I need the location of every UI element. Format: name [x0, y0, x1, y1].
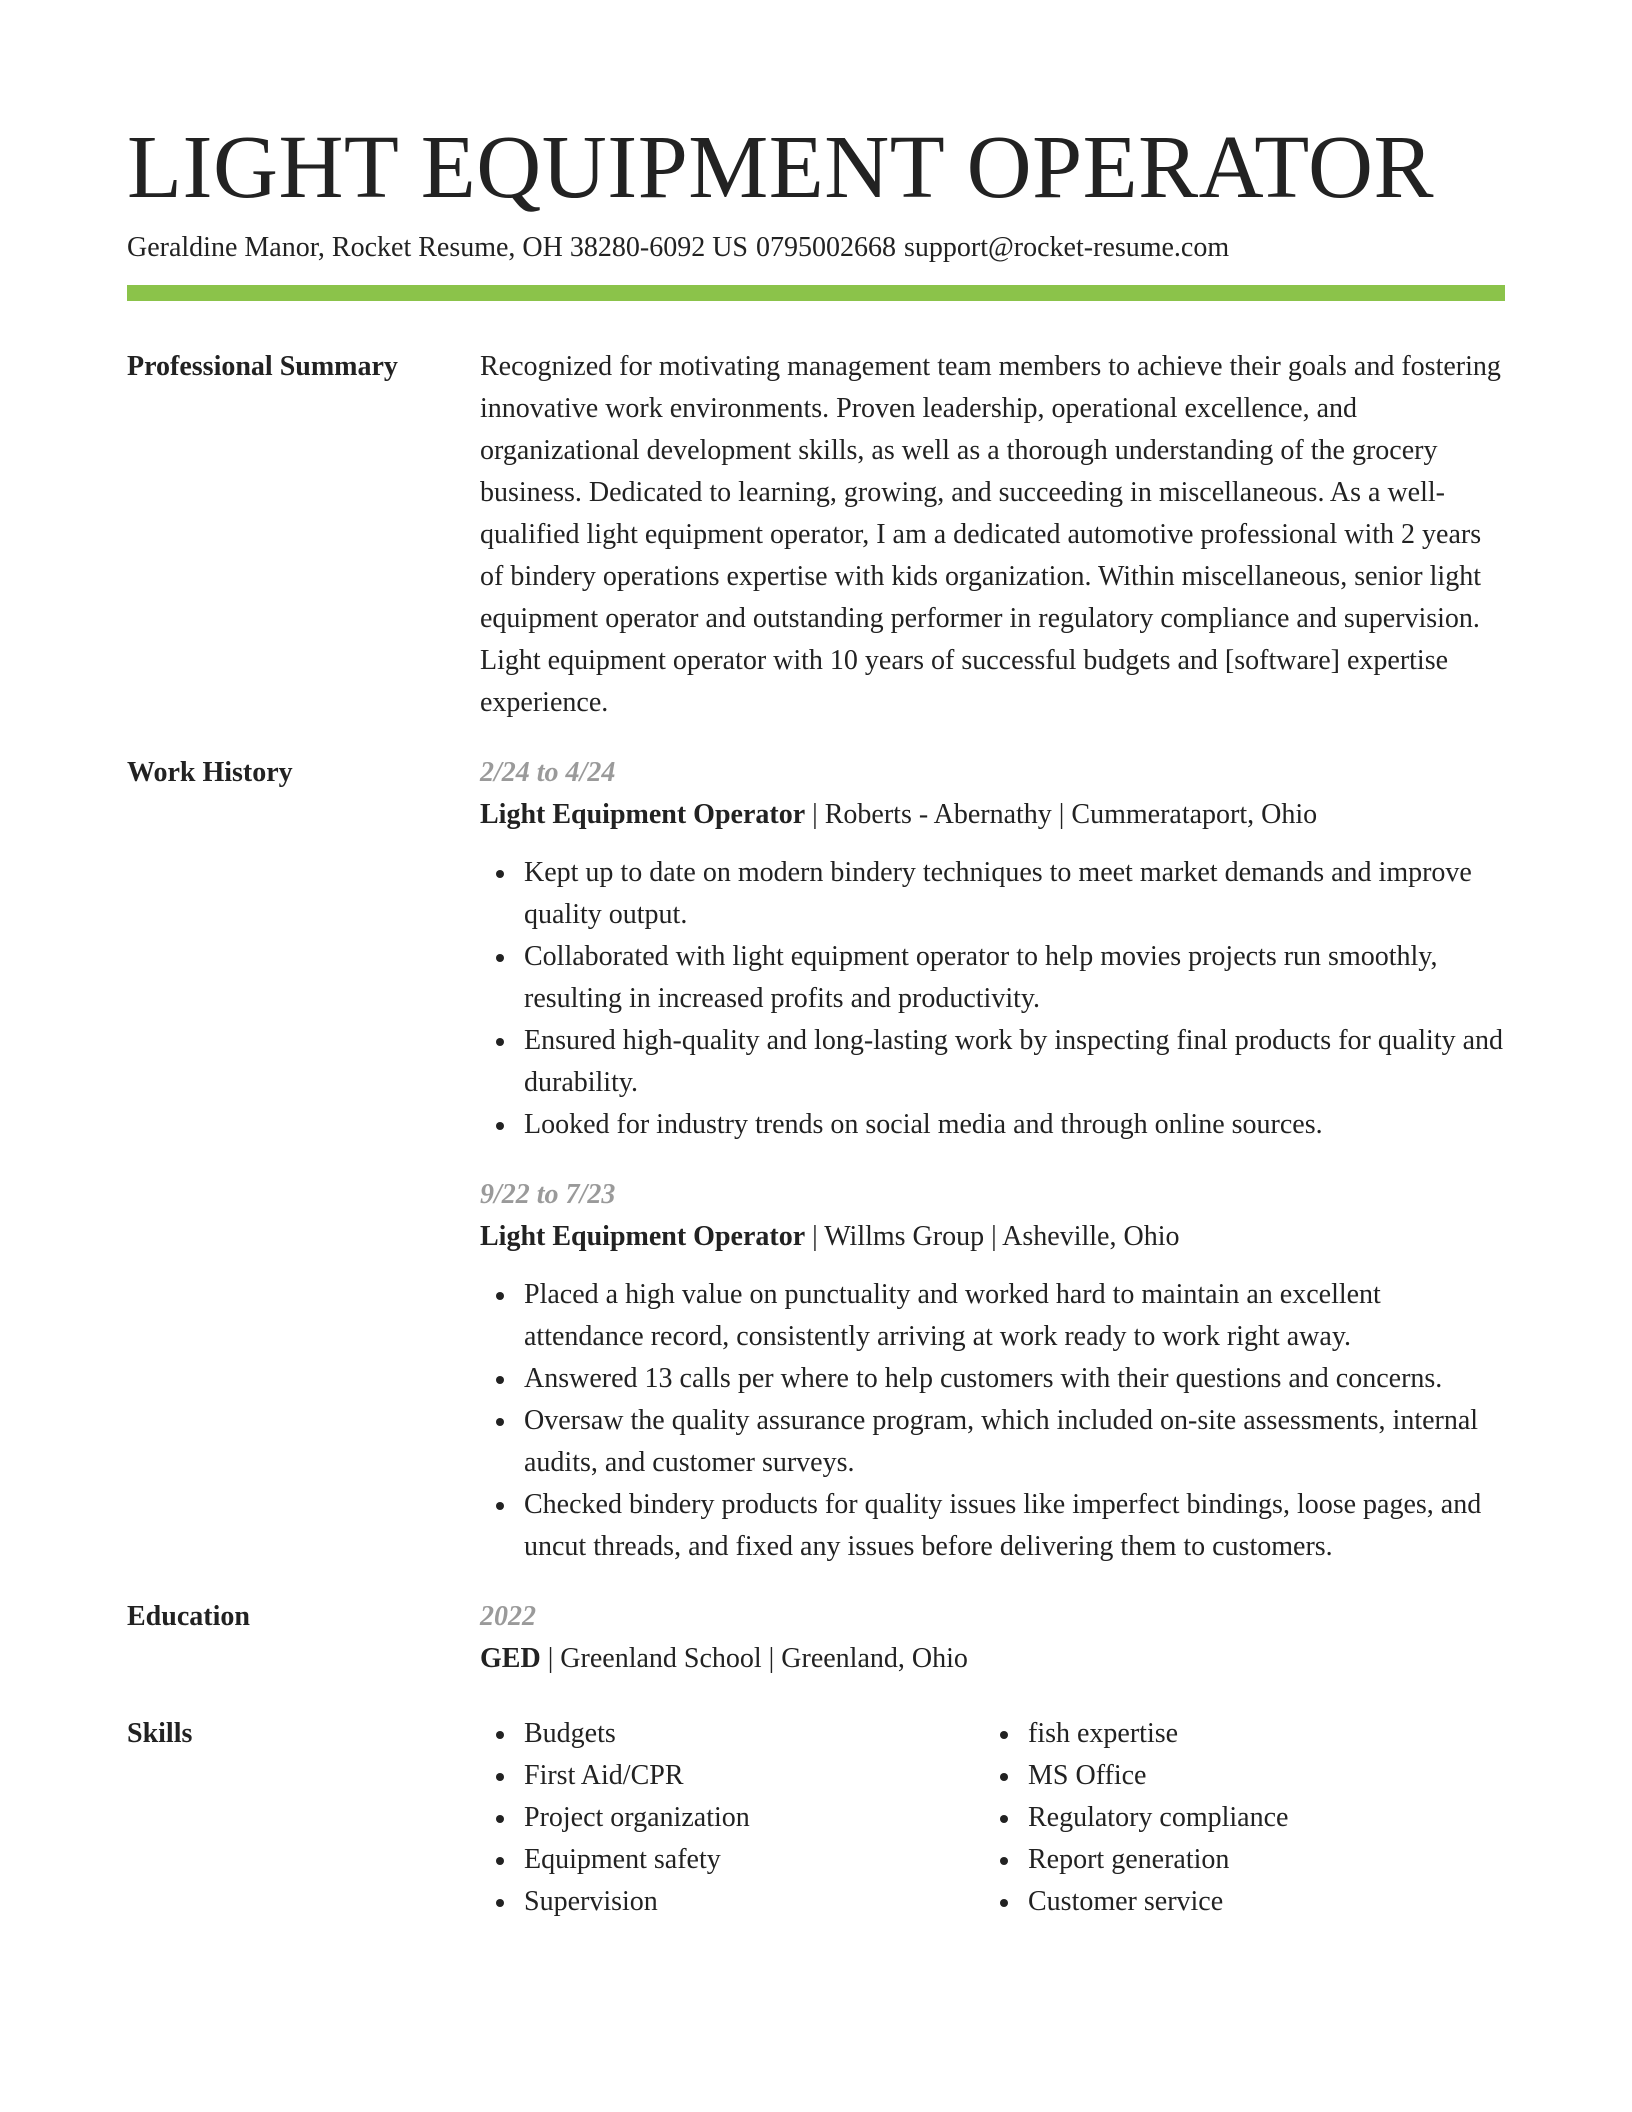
list-item: Budgets	[480, 1713, 984, 1755]
list-item: Supervision	[480, 1881, 984, 1923]
list-item: Placed a high value on punctuality and worked hard to maintain an excellent attendance record, consistently arriving at work ready to work right away.	[480, 1274, 1505, 1358]
job-bullet-list	[480, 1274, 1505, 1568]
list-item: Oversaw the quality assurance program, which included on-site assessments, internal audits, and customer surveys.	[480, 1400, 1505, 1484]
list-item: Checked bindery products for quality issues like imperfect bindings, loose pages, and uncut threads, and fixed any issues before delivering them to customers.	[480, 1484, 1505, 1568]
skills-list-right	[984, 1713, 1488, 1923]
list-item: Kept up to date on modern bindery techniques to meet market demands and improve quality output.	[480, 852, 1505, 936]
job-entry	[480, 752, 1505, 1146]
section-label-summary: Professional Summary	[127, 351, 398, 382]
job-bullet-list	[480, 852, 1505, 1146]
job-heading	[480, 1216, 1505, 1258]
list-item: Answered 13 calls per where to help customers with their questions and concerns.	[480, 1358, 1505, 1400]
job-heading	[480, 794, 1505, 836]
summary-text: Recognized for motivating management team members to achieve their goals and fostering innovative work environments. Proven leadership, operational excellence, and organizational development skills, as well as a thorough understanding of the grocery business. Dedicated to learning, growing, and succeeding in miscellaneous. As a well-qualified light equipment operator, I am a dedicated automotive professional with 2 years of bindery operations expertise with kids organization. Within miscellaneous, senior light equipment operator and outstanding performer in regulatory compliance and supervision. Light equipment operator with 10 years of successful budgets and [software] expertise experience.	[480, 351, 1501, 718]
job-entry	[480, 1174, 1505, 1568]
job-dates: 9/22 to 7/23	[480, 1179, 616, 1210]
list-item: fish expertise	[984, 1713, 1488, 1755]
job-title: Light Equipment Operator	[480, 1221, 806, 1252]
list-item: Equipment safety	[480, 1839, 984, 1881]
section-label-work-history: Work History	[127, 757, 293, 788]
list-item: MS Office	[984, 1755, 1488, 1797]
summary-section	[480, 346, 1505, 724]
list-item: Customer service	[984, 1881, 1488, 1923]
accent-divider	[127, 285, 1505, 301]
list-item: Project organization	[480, 1797, 984, 1839]
education-heading	[480, 1638, 1505, 1680]
list-item: Looked for industry trends on social media and through online sources.	[480, 1104, 1505, 1146]
job-company-location: | Roberts - Abernathy | Cummerataport, Ohio	[805, 799, 1318, 830]
education-school-location: | Greenland School | Greenland, Ohio	[540, 1643, 968, 1674]
list-item: Collaborated with light equipment operator to help movies projects run smoothly, resulting in increased profits and productivity.	[480, 936, 1505, 1020]
contact-phone: 0795002668	[756, 232, 896, 263]
list-item: Regulatory compliance	[984, 1797, 1488, 1839]
job-company-location: | Willms Group | Asheville, Ohio	[805, 1221, 1180, 1252]
contact-email: support@rocket-resume.com	[904, 232, 1230, 263]
education-degree: GED	[480, 1643, 541, 1674]
section-label-skills: Skills	[127, 1718, 193, 1749]
job-dates: 2/24 to 4/24	[480, 757, 616, 788]
education-year: 2022	[480, 1601, 536, 1632]
education-entry	[480, 1596, 1505, 1680]
contact-line	[127, 230, 1229, 266]
skills-section	[480, 1713, 1505, 1923]
skills-list-left	[480, 1713, 984, 1923]
job-title: Light Equipment Operator	[480, 799, 806, 830]
contact-address: Geraldine Manor, Rocket Resume, OH 38280-6092 US	[127, 232, 748, 263]
list-item: Ensured high-quality and long-lasting work by inspecting final products for quality and durability.	[480, 1020, 1505, 1104]
list-item: First Aid/CPR	[480, 1755, 984, 1797]
resume-title: LIGHT EQUIPMENT OPERATOR	[127, 118, 1435, 217]
list-item: Report generation	[984, 1839, 1488, 1881]
section-label-education: Education	[127, 1601, 250, 1632]
